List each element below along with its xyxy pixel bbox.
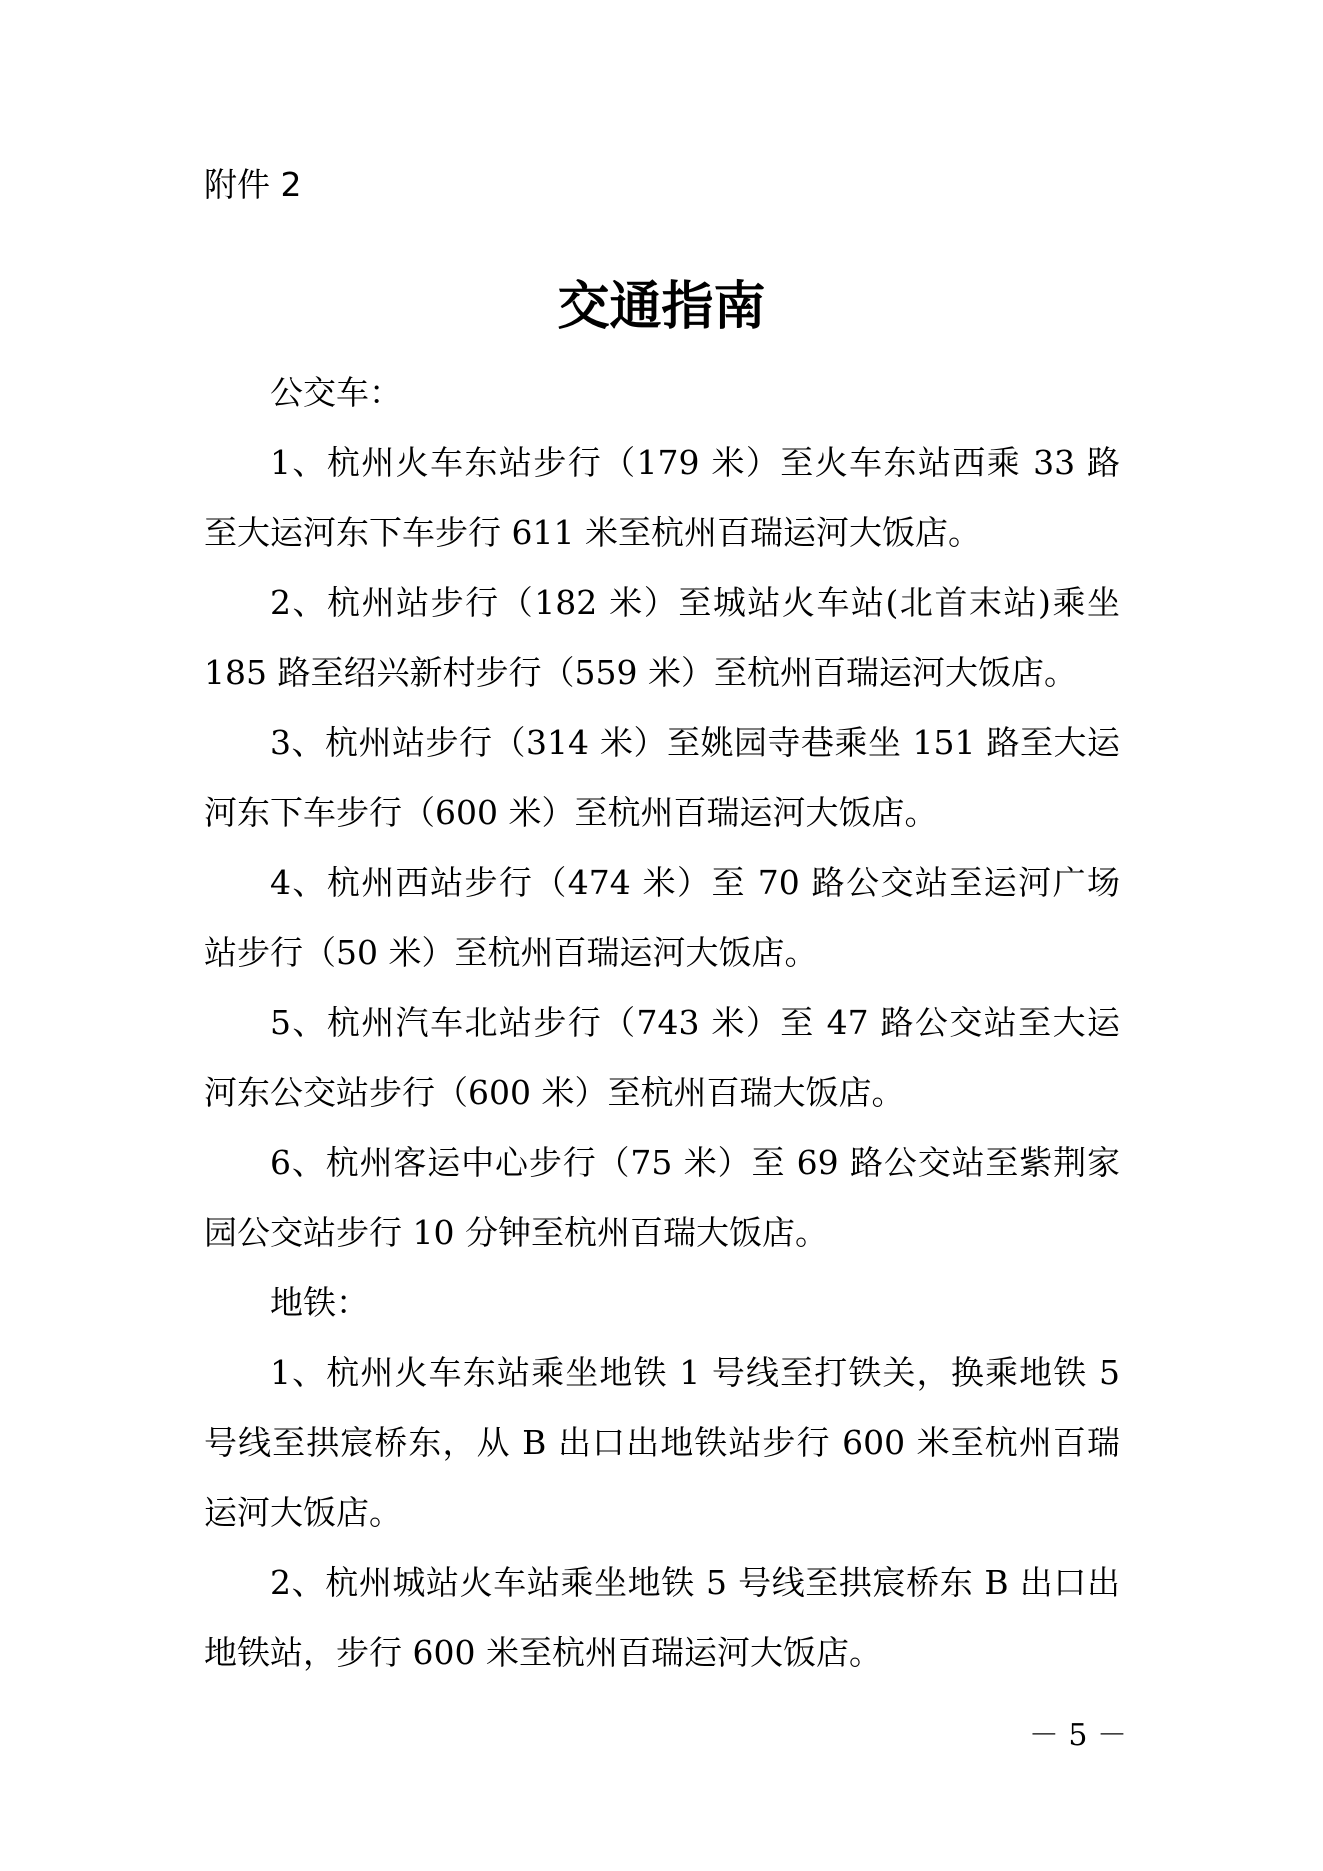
metro-route-1: 1、杭州火车东站乘坐地铁 1 号线至打铁关，换乘地铁 5 号线至拱宸桥东，从 B 出口出地铁站步行 600 米至杭州百瑞运河大饭店。: [204, 1353, 1120, 1532]
page-number: － 5 －: [1028, 1718, 1127, 1753]
metro-route-2: 2、杭州城站火车站乘坐地铁 5 号线至拱宸桥东 B 出口出地铁站，步行 600 米至杭州百瑞运河大饭店。: [204, 1563, 1120, 1672]
document-title: 交通指南: [557, 276, 766, 337]
bus-route-5: 5、杭州汽车北站步行（743 米）至 47 路公交站至大运河东公交站步行（600 米）至杭州百瑞大饭店。: [204, 1003, 1120, 1112]
section-heading-bus: 公交车：: [270, 373, 402, 412]
bus-route-6: 6、杭州客运中心步行（75 米）至 69 路公交站至紫荆家园公交站步行 10 分钟至杭州百瑞大饭店。: [204, 1143, 1120, 1252]
attachment-label: 附件 2: [204, 165, 302, 204]
bus-route-2: 2、杭州站步行（182 米）至城站火车站(北首末站)乘坐 185 路至绍兴新村步行（559 米）至杭州百瑞运河大饭店。: [204, 583, 1120, 692]
bus-route-4: 4、杭州西站步行（474 米）至 70 路公交站至运河广场站步行（50 米）至杭州百瑞运河大饭店。: [204, 863, 1120, 972]
section-heading-metro: 地铁：: [270, 1283, 369, 1322]
bus-route-1: 1、杭州火车东站步行（179 米）至火车东站西乘 33 路至大运河东下车步行 611 米至杭州百瑞运河大饭店。: [204, 443, 1120, 552]
bus-route-3: 3、杭州站步行（314 米）至姚园寺巷乘坐 151 路至大运河东下车步行（600 米）至杭州百瑞运河大饭店。: [204, 723, 1120, 832]
document-body: [204, 358, 1120, 1688]
